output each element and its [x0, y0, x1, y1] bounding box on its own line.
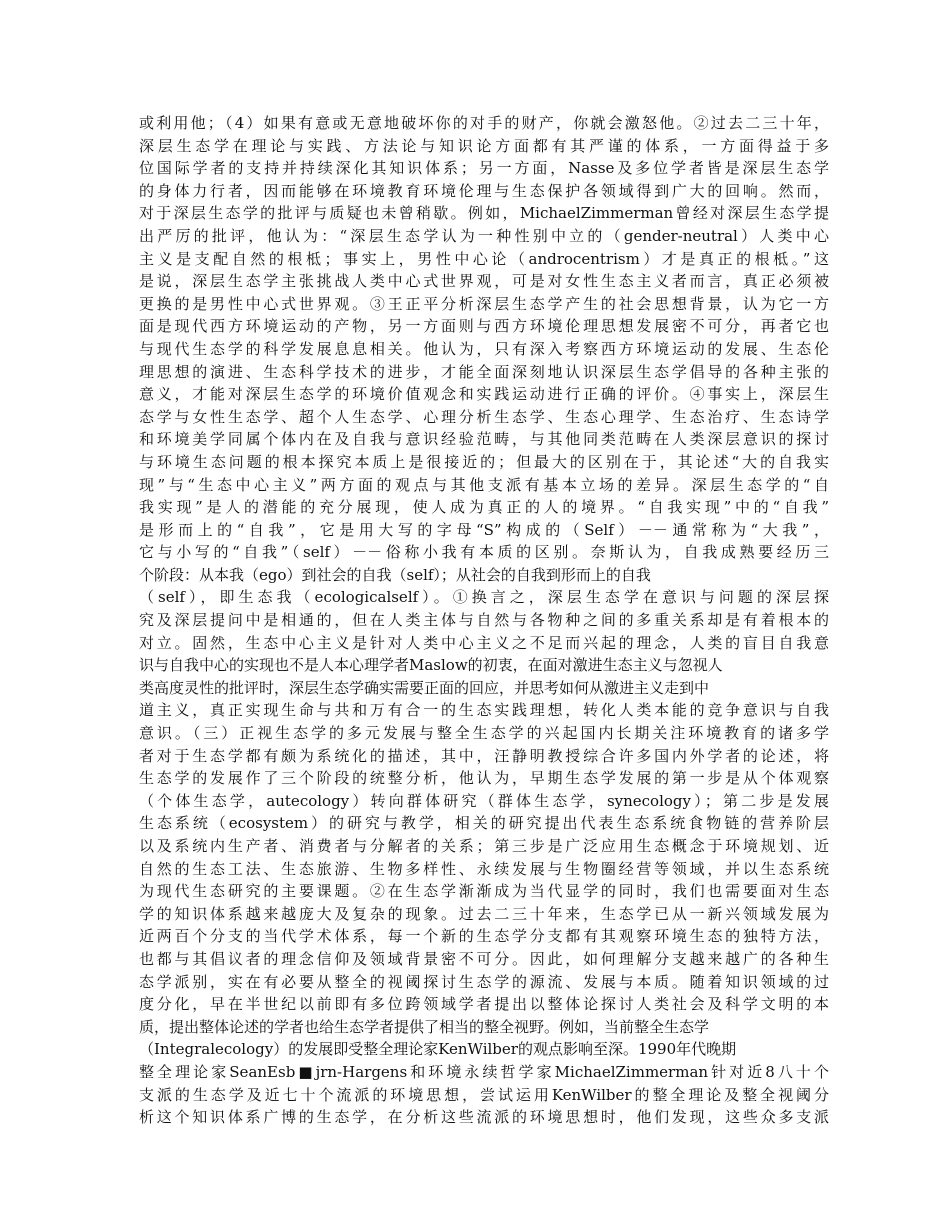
text-line: 与环境生态问题的根本探究本质上是很接近的；但最大的区别在于，其论述“大的自我实 — [139, 452, 829, 471]
text-line: 与现代生态学的科学发展息息相关。他认为，只有深入考察西方环境运动的发展、生态伦 — [139, 339, 829, 358]
text-line: 的身体力行者，因而能够在环境教育环境伦理与生态保护各领域得到广大的回响。然而， — [139, 181, 829, 200]
text-line: 位国际学者的支持并持续深化其知识体系；另一方面，Nasse及多位学者皆是深层生态学 — [139, 159, 829, 178]
text-line: 态学与女性生态学、超个人生态学、心理分析生态学、生态心理学、生态治疗、生态诗学 — [139, 407, 829, 426]
text-line: 是说，深层生态学主张挑战人类中心式世界观，可是对女性生态主义者而言，真正必须被 — [139, 272, 829, 291]
text-line: 生态学的发展作了三个阶段的统整分析，他认为，早期生态学发展的第一步是从个体观察 — [139, 769, 829, 788]
text-line: 以及系统内生产者、消费者与分解者的关系；第三步是广泛应用生态概念于环境规划、近 — [139, 837, 829, 855]
text-line: 面是现代西方环境运动的产物，另一方面则与西方环境伦理思想发展密不可分，再者它也 — [139, 317, 829, 336]
text-line: 整全理论家SeanEsb■jrn-Hargens和环境永续哲学家MichaelZimmerman针对近8八十个 — [139, 1062, 829, 1081]
text-line: 或利用他；（4）如果有意或无意地破坏你的对手的财产，你就会激怒他。②过去二三十年， — [139, 114, 829, 132]
text-line: 它与小写的“自我”（self）－－俗称小我有本质的区别。奈斯认为，自我成熟要经历三 — [139, 543, 829, 562]
text-line: 对立。固然，生态中心主义是针对人类中心主义之不足而兴起的理念，人类的盲目自我意 — [139, 633, 829, 652]
text-line: 现”与“生态中心主义”两方面的观点与其他支派有基本立场的差异。深层生态学的“自 — [139, 475, 829, 494]
text-line: 析这个知识体系广博的生态学，在分析这些流派的环境思想时，他们发现，这些众多支派 — [139, 1108, 829, 1127]
text-line: 个阶段：从本我（ego）到社会的自我（self）；从社会的自我到形而上的自我 — [139, 565, 651, 584]
text-line: 对于深层生态学的批评与质疑也未曾稍歇。例如，MichaelZimmerman曾经对深层生态学提 — [139, 204, 829, 223]
text-line: （self），即生态我（ecologicalself）。①换言之，深层生态学在意识与问题的深层探 — [139, 588, 829, 607]
text-line: 度分化，早在半世纪以前即有多位跨领域学者提出以整体论探讨人类社会及科学文明的本 — [139, 995, 829, 1014]
text-line: 生态系统（ecosystem）的研究与教学，相关的研究提出代表生态系统食物链的营养阶层 — [139, 814, 829, 833]
text-line: 类高度灵性的批评时，深层生态学确实需要正面的回应，并思考如何从激进主义走到中 — [139, 678, 710, 697]
text-line: 究及深层提问中是相通的，但在人类主体与自然与各物种之间的多重关系却是有着根本的 — [139, 611, 829, 630]
text-line: 深层生态学在理论与实践、方法论与知识论方面都有其严谨的体系，一方面得益于多 — [139, 136, 829, 155]
text-line: 主义是支配自然的根柢；事实上，男性中心论（androcentrism）才是真正的根柢。”这 — [139, 249, 829, 268]
text-line: 识与自我中心的实现也不是人本心理学者Maslow的初衷，在面对激进生态主义与忽视人 — [139, 656, 723, 675]
text-line: （个体生态学，autecology）转向群体研究（群体生态学，synecology）；第二步是发展 — [139, 791, 829, 810]
text-line: 意识。（三）正视生态学的多元发展与整全生态学的兴起国内长期关注环境教育的诸多学 — [139, 724, 829, 743]
text-line: 理思想的演进、生态科学技术的进步，才能全面深刻地认识深层生态学倡导的各种主张的 — [139, 362, 829, 381]
text-line: 意义，才能对深层生态学的环境价值观念和实践运动进行正确的评价。④事实上，深层生 — [139, 385, 829, 404]
text-line: 也都与其倡议者的理念信仰及领域背景密不可分。因此，如何理解分支越来越广的各种生 — [139, 949, 829, 968]
text-line: 更换的是男性中心式世界观。③王正平分析深层生态学产生的社会思想背景，认为它一方 — [139, 294, 829, 313]
text-line: 者对于生态学都有颇为系统化的描述，其中，汪静明教授综合许多国内外学者的论述，将 — [139, 746, 829, 765]
text-line: 为现代生态研究的主要课题。②在生态学渐渐成为当代显学的同时，我们也需要面对生态 — [139, 882, 829, 901]
text-line: 学的知识体系越来越庞大及复杂的现象。过去二三十年来，生态学已从一新兴领域发展为 — [139, 904, 829, 923]
text-line: 是形而上的“自我”，它是用大写的字母“S”构成的（Self）－－通常称为“大我”， — [139, 520, 829, 539]
text-line: 态学派别，实在有必要从整全的视阈探讨生态学的源流、发展与本质。随着知识领域的过 — [139, 972, 829, 991]
text-line: 我实现”是人的潜能的充分展现，使人成为真正的人的境界。“自我实现”中的“自我” — [139, 498, 829, 517]
text-line: 道主义，真正实现生命与共和万有合一的生态实践理想，转化人类本能的竞争意识与自我 — [139, 701, 829, 720]
text-line: 出严厉的批评，他认为：“深层生态学认为一种性别中立的（gender-neutral）人类中心 — [139, 226, 829, 245]
text-line: 支派的生态学及近七十个流派的环境思想，尝试运用KenWilber的整全理论及整全视阈分 — [139, 1085, 829, 1104]
text-line: 自然的生态工法、生态旅游、生物多样性、永续发展与生物圈经营等领域，并以生态系统 — [139, 859, 829, 878]
text-line: 近两百个分支的当代学术体系，每一个新的生态学分支都有其观察环境生态的独特方法， — [139, 927, 829, 946]
text-line: 质，提出整体论述的学者也给生态学者提供了相当的整全视野。例如，当前整全生态学 — [139, 1017, 710, 1036]
text-line: 和环境美学同属个体内在及自我与意识经验范畴，与其他同类范畴在人类深层意识的探讨 — [139, 430, 829, 449]
text-line: （Integralecology）的发展即受整全理论家KenWilber的观点影响至深。1990年代晚期 — [139, 1040, 737, 1059]
body-text — [139, 112, 829, 1129]
